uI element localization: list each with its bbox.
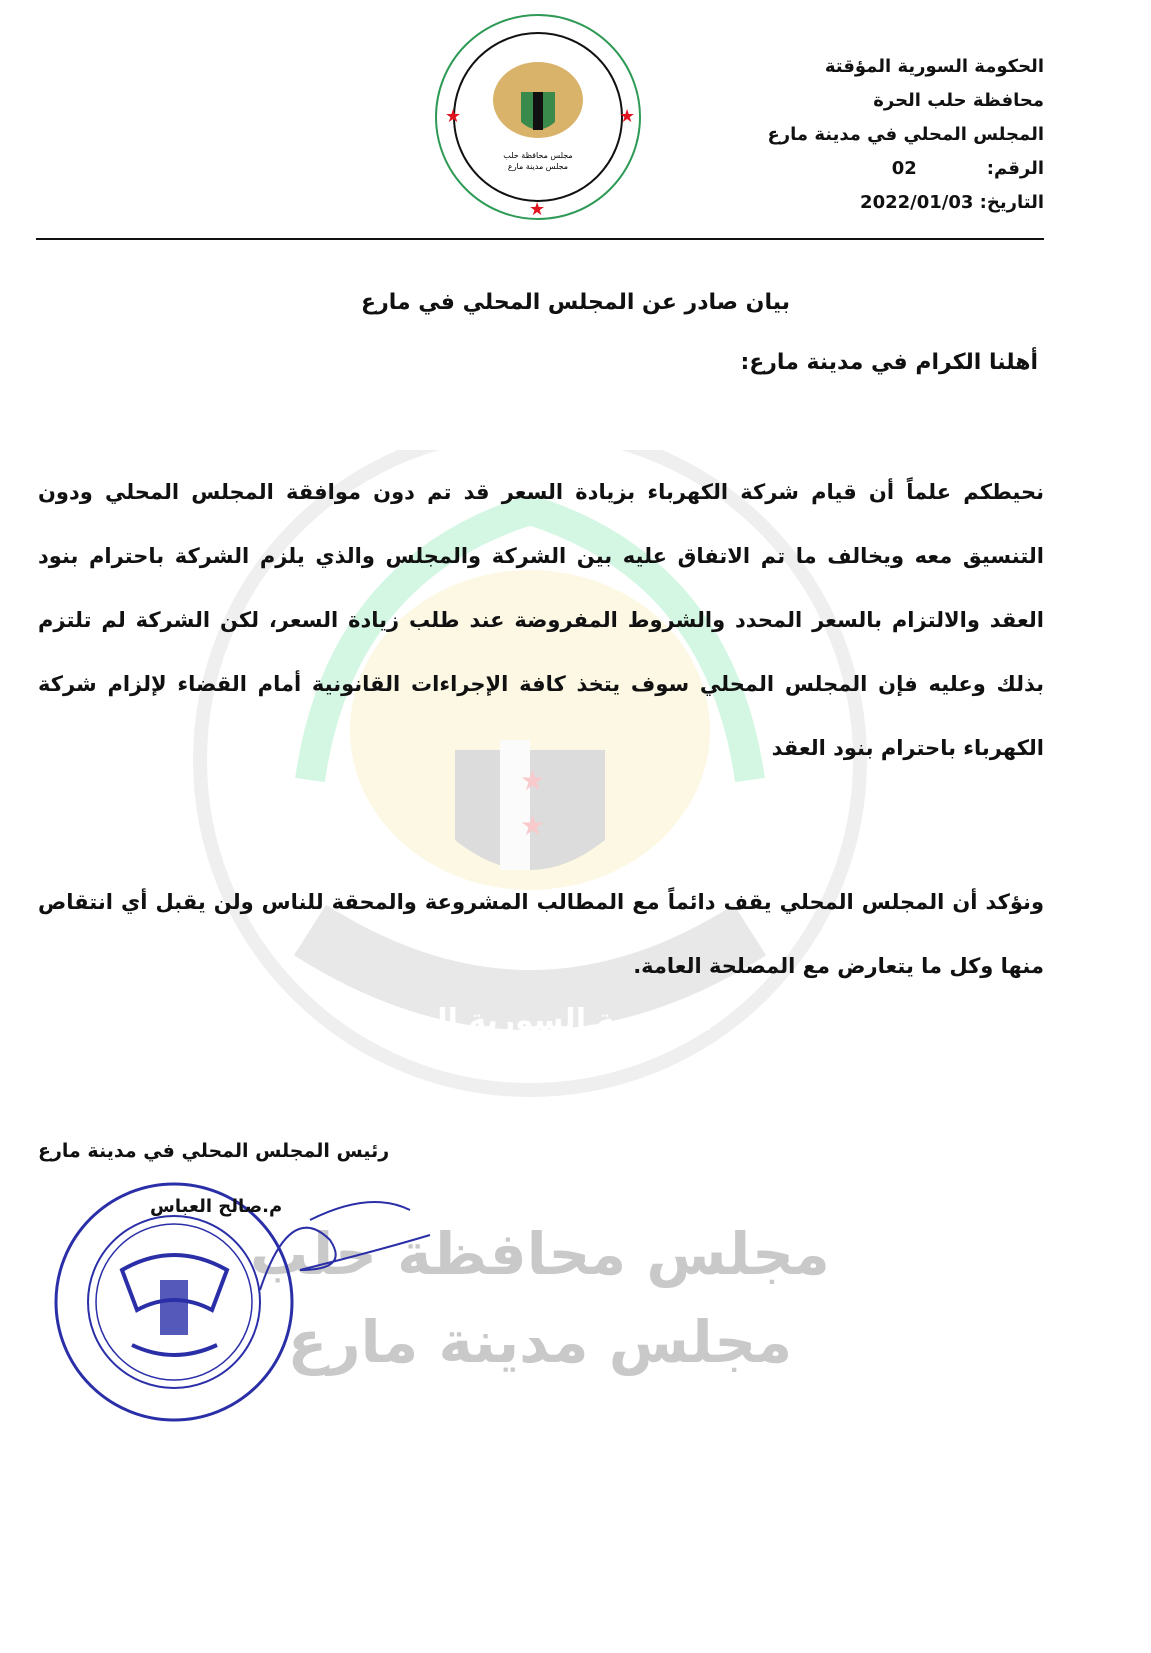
stamp-watermark-line1: مجلس محافظة حلب: [250, 1220, 830, 1288]
letterhead: [768, 50, 1044, 220]
header-divider: [36, 238, 1044, 240]
stamp-watermark-line2: مجلس مدينة مارع: [287, 1308, 793, 1376]
greeting: أهلنا الكرام في مدينة مارع:: [740, 350, 1038, 375]
svg-text:★: ★: [520, 764, 546, 797]
signatory-name: م.صالح العباس: [150, 1196, 283, 1217]
body-paragraph-2: ونؤكد أن المجلس المحلي يقف دائماً مع المطالب المشروعة والمحقة للناس ولن يقبل أي انتقاص منها وكل ما يتعارض مع المصلحة العامة.: [38, 890, 1044, 978]
date-label: التاريخ:: [979, 192, 1044, 213]
svg-text:★: ★: [520, 809, 546, 842]
seal-line2: مجلس مدينة مارع: [507, 162, 569, 171]
province-name: محافظة حلب الحرة: [873, 90, 1044, 111]
number-value: 02: [891, 158, 917, 179]
number-label: الرقم:: [986, 158, 1044, 179]
seal-line1: مجلس محافظة حلب: [503, 151, 573, 160]
svg-text:★: ★: [619, 106, 636, 127]
body-paragraph-1: نحيطكم علماً أن قيام شركة الكهرباء بزيادة السعر قد تم دون موافقة المجلس المحلي ودون التنسيق معه ويخالف ما تم الاتفاق عليه بين الشركة والمجلس والذي يلزم الشركة باحترام بنود العقد والالتزام بالسعر المحدد والشروط المفروضة عند طلب زيادة السعر، لكن الشركة لم تلتزم بذلك وعليه فإن المجلس المحلي سوف يتخذ كافة الإجراءات القانونية أمام القضاء لإلزام شركة الكهرباء باحترام بنود العقد: [38, 480, 1044, 760]
svg-text:★: ★: [529, 199, 546, 220]
statement-title: بيان صادر عن المجلس المحلي في مارع: [361, 290, 790, 315]
svg-text:★: ★: [445, 106, 462, 127]
government-name: الحكومة السورية المؤقتة: [824, 56, 1044, 77]
watermark-banner-text: الحكومة السورية المؤقتة: [347, 1003, 713, 1038]
signatory-title: رئيس المجلس المحلي في مدينة مارع: [38, 1140, 390, 1162]
date-value: 2022/01/03: [860, 192, 974, 213]
council-seal-logo: [433, 12, 643, 222]
council-name: المجلس المحلي في مدينة مارع: [767, 124, 1044, 145]
